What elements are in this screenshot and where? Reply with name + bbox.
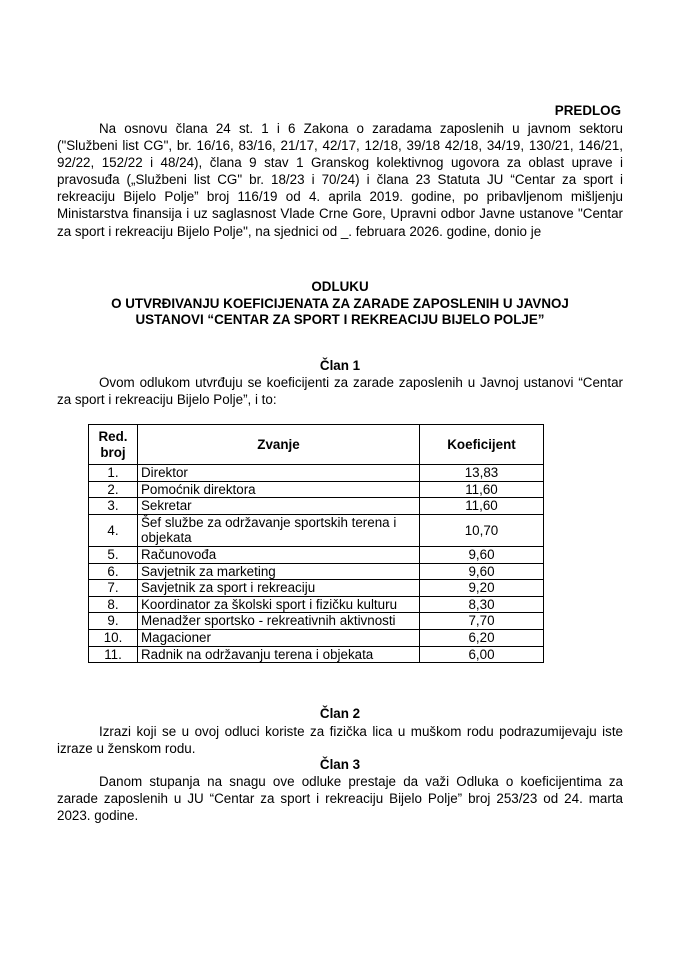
preamble-paragraph: Na osnovu člana 24 st. 1 i 6 Zakona o zaradama zaposlenih u javnom sektoru ("Službeni list CG", br. 16/16, 83/16, 21/17, 42/17, 12/18, 39/18 42/18, 34/19, 130/21, 146/21, 92/22, 152/22 i 48/24), člana 9 stav 1 Granskog kolektivnog ugovora za oblast uprave i pravosuđa („Službeni list CG" br. 18/23 i 70/24) i člana 23 Statuta JU “Centar za sport i rekreaciju Bijelo Polje” broj 116/19 od 4. aprila 2019. godine, po pribavljenom mišljenju Ministarstva finansija i uz saglasnost Vlade Crne Gore, Upravni odbor Javne ustanove "Centar za sport i rekreaciju Bijelo Polje", na sjednici od _. februara 2026. godine, donio je	[57, 121, 623, 239]
row-number: 2.	[89, 481, 138, 498]
row-coefficient: 11,60	[420, 481, 544, 498]
table-row	[89, 514, 544, 546]
row-title: Savjetnik za sport i rekreaciju	[138, 580, 420, 597]
row-coefficient: 9,60	[420, 546, 544, 563]
title-line-1: ODLUKU	[311, 279, 369, 294]
row-number: 4.	[89, 514, 138, 546]
row-number: 8.	[89, 596, 138, 613]
table-row	[89, 465, 544, 482]
row-number: 9.	[89, 613, 138, 630]
table-row	[89, 498, 544, 515]
row-title: Direktor	[138, 465, 420, 482]
title-line-3: USTANOVI “CENTAR ZA SPORT I REKREACIJU BIJELO POLJE”	[135, 312, 545, 327]
coefficient-table	[88, 424, 544, 663]
row-coefficient: 7,70	[420, 613, 544, 630]
row-coefficient: 6,00	[420, 646, 544, 663]
row-title: Savjetnik za marketing	[138, 563, 420, 580]
table-row	[89, 580, 544, 597]
article-3-text: Danom stupanja na snagu ove odluke prestaje da važi Odluka o koeficijentima za zarade zaposlenih u JU “Centar za sport i rekreaciju Bijelo Polje” broj 253/23 od 24. marta 2023. godine.	[57, 774, 623, 824]
row-number: 7.	[89, 580, 138, 597]
row-title: Računovođa	[138, 546, 420, 563]
article-3-heading: Član 3	[319, 757, 361, 772]
article-2-text: Izrazi koji se u ovoj odluci koriste za fizička lica u muškom rodu podrazumijevaju iste izraze u ženskom rodu.	[57, 724, 623, 757]
proposal-label: PREDLOG	[554, 103, 621, 118]
row-number: 1.	[89, 465, 138, 482]
row-title: Magacioner	[138, 629, 420, 646]
table-row	[89, 546, 544, 563]
row-number: 3.	[89, 498, 138, 515]
table-row	[89, 563, 544, 580]
row-coefficient: 8,30	[420, 596, 544, 613]
table-header-row	[89, 425, 544, 465]
article-1-text: Ovom odlukom utvrđuju se koeficijenti za zarade zaposlenih u Javnoj ustanovi “Centar za sport i rekreaciju Bijelo Polje”, i to:	[57, 375, 623, 408]
table-row	[89, 596, 544, 613]
row-title: Menadžer sportsko - rekreativnih aktivnosti	[138, 613, 420, 630]
table-row	[89, 646, 544, 663]
row-number: 6.	[89, 563, 138, 580]
row-coefficient: 9,20	[420, 580, 544, 597]
row-number: 11.	[89, 646, 138, 663]
row-number: 10.	[89, 629, 138, 646]
column-header-title: Zvanje	[138, 425, 420, 465]
row-coefficient: 10,70	[420, 514, 544, 546]
row-coefficient: 6,20	[420, 629, 544, 646]
article-1-heading: Član 1	[319, 358, 361, 373]
row-title: Sekretar	[138, 498, 420, 515]
row-title: Radnik na održavanju terena i objekata	[138, 646, 420, 663]
decision-title	[57, 279, 623, 329]
row-coefficient: 11,60	[420, 498, 544, 515]
column-header-coefficient: Koeficijent	[420, 425, 544, 465]
column-header-number: Red. broj	[89, 425, 138, 465]
table-row	[89, 481, 544, 498]
article-2-heading: Član 2	[319, 706, 361, 721]
row-coefficient: 9,60	[420, 563, 544, 580]
row-title: Šef službe za održavanje sportskih terena i objekata	[138, 514, 420, 546]
row-title: Pomoćnik direktora	[138, 481, 420, 498]
table-row	[89, 613, 544, 630]
row-number: 5.	[89, 546, 138, 563]
table-row	[89, 629, 544, 646]
row-coefficient: 13,83	[420, 465, 544, 482]
title-line-2: O UTVRĐIVANJU KOEFICIJENATA ZA ZARADE ZAPOSLENIH U JAVNOJ	[111, 295, 569, 311]
row-title: Koordinator za školski sport i fizičku kulturu	[138, 596, 420, 613]
